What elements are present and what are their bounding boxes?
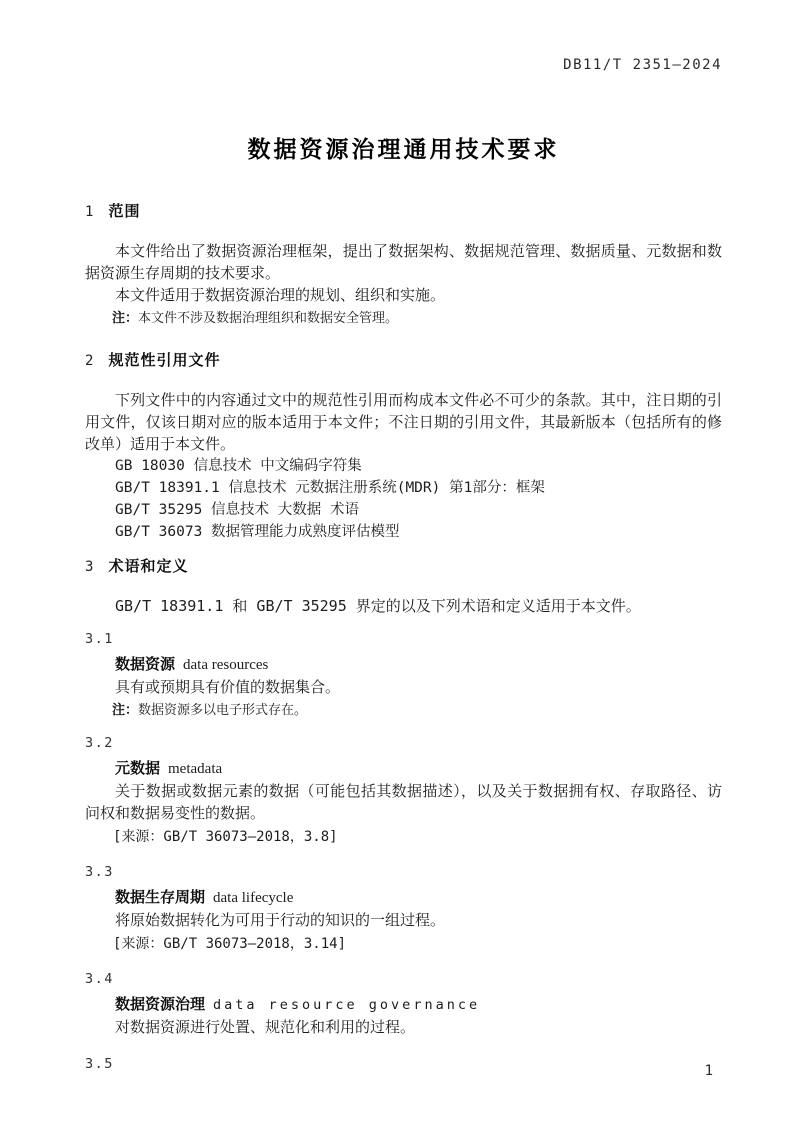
section-heading [85,202,722,222]
reference-item: GB 18030 信息技术 中文编码字符集 [115,458,362,474]
term-definition: 对数据资源进行处置、规范化和利用的过程。 [115,1018,416,1036]
term-name-en: data resource governance [213,997,481,1013]
clause-number: 3.1 [85,631,114,647]
references-intro-paragraph: 下列文件中的内容通过文中的规范性引用而构成本文件必不可少的条款。其中，注日期的引用文件，仅该日期对应的版本适用于本文件；不注日期的引用文件，其最新版本（包括所有的修改单）适用于本文件。 [85,391,722,453]
term-name-zh: 数据生存周期 [115,889,206,906]
scope-paragraph-1: 本文件给出了数据资源治理框架，提出了数据架构、数据规范管理、数据质量、元数据和数据资源生存周期的技术要求。 [85,242,722,282]
term-block-3-1 [85,629,722,721]
term-heading [85,654,722,676]
term-block-3-2 [85,733,722,848]
section-number: 3 [85,559,94,575]
section-title: 范围 [108,203,141,220]
reference-item: GB/T 36073 数据管理能力成熟度评估模型 [115,524,400,540]
note-text: 本文件不涉及数据治理组织和数据安全管理。 [138,311,399,326]
page-header [85,0,722,73]
document-title: 数据资源治理通用技术要求 [247,136,560,162]
term-name-en: data resources [183,657,269,673]
references-list [85,455,722,543]
note-label: 注： [112,310,139,325]
term-heading [85,994,722,1016]
term-name-en: data lifecycle [213,890,294,906]
scope-note [85,308,722,329]
section-number: 1 [85,204,94,220]
term-definition: 关于数据或数据元素的数据（可能包括其数据描述），以及关于数据拥有权、存取路径、访问权和数据易变性的数据。 [85,782,722,822]
term-definition: 将原始数据转化为可用于行动的知识的一组过程。 [115,911,446,929]
section-normative-references [85,351,722,543]
scope-paragraph-2: 本文件适用于数据资源治理的规划、组织和实施。 [115,286,446,304]
term-name-en: metadata [168,761,223,777]
section-title: 术语和定义 [108,558,189,575]
term-block-3-5 [85,1054,722,1074]
section-number: 2 [85,353,94,369]
section-heading [85,351,722,371]
term-name-zh: 元数据 [115,760,161,777]
term-name-zh: 数据资源治理 [115,996,206,1013]
page-number: 1 [704,1063,713,1079]
term-heading [85,887,722,909]
term-source: [来源：GB/T 36073—2018，3.14] [113,936,347,952]
reference-item: GB/T 18391.1 信息技术 元数据注册系统(MDR) 第1部分：框架 [115,480,545,496]
section-scope [85,202,722,329]
note-text: 数据资源多以电子形式存在。 [138,703,308,718]
document-content [85,0,722,1074]
clause-number: 3.3 [85,864,114,880]
section-title: 规范性引用文件 [108,352,221,369]
reference-item: GB/T 35295 信息技术 大数据 术语 [115,502,359,518]
section-heading [85,557,722,577]
clause-number: 3.4 [85,971,114,987]
term-note [85,700,722,721]
clause-number: 3.2 [85,735,114,751]
term-block-3-4 [85,969,722,1038]
term-heading [85,758,722,780]
clause-number: 3.5 [85,1056,114,1072]
section-terms-definitions [85,557,722,1074]
note-label: 注： [112,702,139,717]
term-block-3-3 [85,862,722,955]
document-code: DB11/T 2351—2024 [563,57,722,73]
term-source: [来源：GB/T 36073—2018，3.8] [113,829,338,845]
term-definition: 具有或预期具有价值的数据集合。 [115,678,341,696]
term-name-zh: 数据资源 [115,656,176,673]
terms-intro-paragraph: GB/T 18391.1 和 GB/T 35295 界定的以及下列术语和定义适用于本文件。 [115,597,641,615]
